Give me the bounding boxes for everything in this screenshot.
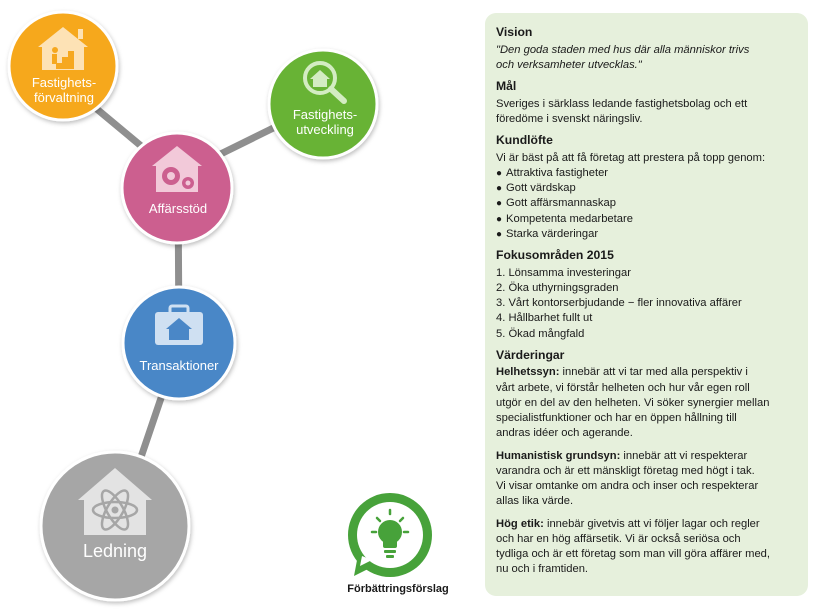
value-text: vårt arbete, vi förstår helheten och hur vår egen roll bbox=[496, 381, 750, 394]
mal-text-line: föredöme i svenskt näringsliv. bbox=[496, 112, 643, 125]
list-item: 2. Öka uthyrningsgraden bbox=[496, 281, 619, 294]
vision-quote-line: "Den goda staden med hus där alla människor trivs bbox=[496, 43, 750, 56]
value-text: innebär att vi tar med alla perspektiv i bbox=[559, 366, 748, 379]
list-item: 5. Ökad mångfald bbox=[496, 327, 585, 340]
value-text: tydliga och är ett företag som man vill göra affärer med, bbox=[496, 548, 771, 561]
vision-section bbox=[496, 24, 798, 73]
mal-text-line: Sveriges i särklass ledande fastighetsbolag och ett bbox=[496, 97, 748, 110]
node-circle bbox=[269, 50, 377, 158]
list-item: ● Attraktiva fastigheter bbox=[496, 166, 798, 181]
value-helhetssyn bbox=[496, 365, 798, 441]
varderingar-section bbox=[496, 347, 798, 578]
value-text: varandra och är ett mänskligt företag med högt i tak. bbox=[496, 464, 755, 477]
mal-heading: Mål bbox=[496, 79, 517, 94]
lightbulb-speech-icon[interactable] bbox=[348, 493, 432, 577]
list-item: 3. Vårt kontorserbjudande − fler innovativa affärer bbox=[496, 297, 742, 310]
list-item: 4. Hållbarhet fullt ut bbox=[496, 312, 593, 325]
mal-section bbox=[496, 78, 798, 127]
list-item: ● Gott värdskap bbox=[496, 181, 798, 196]
vision-quote-line: och verksamheter utvecklas." bbox=[496, 58, 642, 71]
node-transaktioner[interactable] bbox=[123, 287, 235, 399]
value-text: utgör en del av den helheten. Vi söker synergier mellan bbox=[496, 396, 770, 409]
fokus-list bbox=[496, 266, 798, 342]
value-text: andras idéer och agerande. bbox=[496, 427, 633, 440]
value-term: Hög etik: bbox=[496, 517, 544, 530]
node-label-fastighetsforvaltning: Fastighets- förvaltning bbox=[31, 75, 97, 105]
value-term: Helhetssyn: bbox=[496, 366, 560, 379]
fokus-section bbox=[496, 247, 798, 342]
kundlofte-list bbox=[496, 166, 798, 242]
value-text: nu och i framtiden. bbox=[496, 563, 589, 576]
node-label-affarsstod: Affärsstöd bbox=[148, 201, 208, 216]
list-item: ● Gott affärsmannaskap bbox=[496, 196, 798, 211]
varderingar-heading: Värderingar bbox=[496, 347, 565, 362]
value-text: innebär att vi respekterar bbox=[620, 449, 748, 462]
vision-heading: Vision bbox=[496, 25, 533, 39]
value-text: allas lika värde. bbox=[496, 495, 574, 508]
node-fastighetsutveckling[interactable] bbox=[269, 50, 377, 158]
kundlofte-section bbox=[496, 132, 798, 242]
node-label-transaktioner: Transaktioner bbox=[139, 358, 219, 373]
node-label-fastighetsutveckling: Fastighets- utveckling bbox=[292, 107, 358, 137]
value-humanistisk-grundsyn bbox=[496, 449, 798, 510]
value-text: innebär givetvis att vi följer lagar och regler bbox=[543, 517, 760, 530]
list-item: ● Starka värderingar bbox=[496, 227, 798, 242]
feedback-label[interactable]: Förbättringsförslag bbox=[347, 583, 449, 595]
info-panel bbox=[485, 13, 808, 596]
value-hog-etik bbox=[496, 517, 798, 578]
kundlofte-intro: Vi är bäst på att få företag att prestera på topp genom: bbox=[496, 151, 766, 164]
list-item: 1. Lönsamma investeringar bbox=[496, 266, 631, 279]
value-text: och har en hög affärsetik. Vi är också seriösa och bbox=[496, 532, 741, 545]
fokus-heading: Fokusområden 2015 bbox=[496, 248, 614, 263]
value-text: Vi visar omtanke om andra och inser och respekterar bbox=[496, 480, 759, 493]
kundlofte-heading: Kundlöfte bbox=[496, 133, 553, 148]
value-text: specialistfunktioner och har en öppen hållning till bbox=[496, 412, 737, 425]
node-affarsstod[interactable] bbox=[122, 133, 232, 243]
value-term: Humanistisk grundsyn: bbox=[496, 449, 621, 462]
list-item: ● Kompetenta medarbetare bbox=[496, 212, 798, 227]
node-label-ledning: Ledning bbox=[82, 541, 148, 561]
node-ledning[interactable] bbox=[41, 452, 189, 600]
